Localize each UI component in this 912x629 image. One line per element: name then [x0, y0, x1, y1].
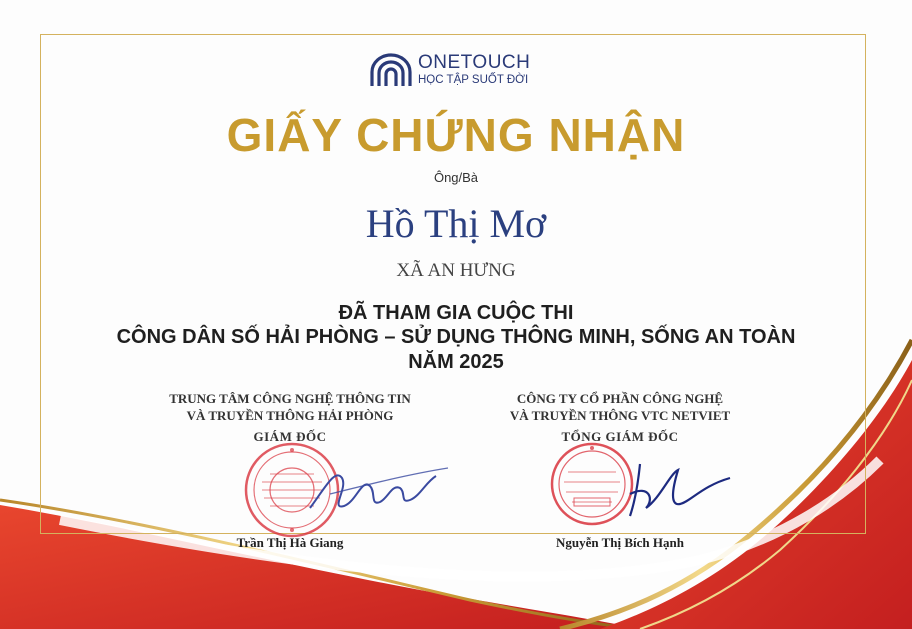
left-org-line2: VÀ TRUYỀN THÔNG HẢI PHÒNG	[186, 408, 394, 423]
right-organization	[470, 390, 770, 424]
recipient-commune: XÃ AN HƯNG	[396, 260, 516, 281]
right-signer-name: Nguyễn Thị Bích Hạnh	[555, 535, 684, 550]
contest-year: NĂM 2025	[408, 351, 504, 373]
onetouch-logo	[368, 50, 548, 92]
right-org-line1: CÔNG TY CỔ PHẦN CÔNG NGHỆ	[516, 391, 724, 406]
certificate-title: GIẤY CHỨNG NHẬN	[226, 109, 686, 161]
onetouch-arch-icon	[368, 52, 414, 88]
left-org-line1: TRUNG TÂM CÔNG NGHỆ THÔNG TIN	[169, 391, 411, 406]
right-signature	[620, 454, 740, 524]
left-position: GIÁM ĐỐC	[253, 429, 327, 444]
recipient-name: Hồ Thị Mơ	[365, 201, 547, 246]
left-signature	[300, 448, 450, 528]
right-position: TỔNG GIÁM ĐỐC	[561, 429, 679, 444]
contest-name: CÔNG DÂN SỐ HẢI PHÒNG – SỬ DỤNG THÔNG MINH, SỐNG AN TOÀN	[116, 326, 796, 348]
logo-tagline: HỌC TẬP SUỐT ĐỜI	[418, 74, 529, 86]
logo-brand-text: ONETOUCH	[418, 52, 531, 73]
right-org-line2: VÀ TRUYỀN THÔNG VTC NETVIET	[509, 408, 731, 423]
left-signer-name: Trần Thị Hà Giang	[236, 535, 344, 550]
salutation: Ông/Bà	[433, 170, 479, 185]
left-organization	[140, 390, 440, 424]
participation-line: ĐÃ THAM GIA CUỘC THI	[338, 302, 574, 324]
